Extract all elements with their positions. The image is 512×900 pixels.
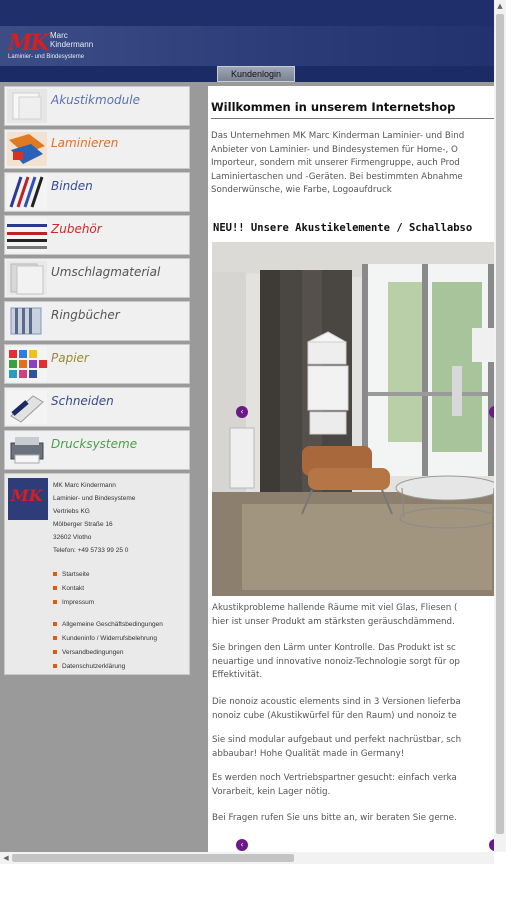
sidebar-item-drucksysteme[interactable]: [4, 430, 190, 470]
cutter-icon: [7, 390, 47, 424]
link-impressum[interactable]: Impressum: [53, 596, 94, 610]
laminating-icon: [7, 132, 47, 166]
paragraph-modular: [212, 734, 512, 761]
logo-subtitle: Laminier- und Bindesysteme: [8, 54, 85, 60]
paragraph-line: Die nonoiz acoustic elements sind in 3 Versionen lieferba: [212, 697, 461, 707]
link-versandbedingungen[interactable]: Versandbedingungen: [53, 646, 163, 660]
accessories-icon: [7, 218, 47, 252]
logo-name-line1: Marc: [50, 31, 68, 40]
sidebar-item-laminieren[interactable]: [4, 129, 190, 169]
intro-line: Anbieter von Laminier- und Bindesystemen für Home-, O: [211, 144, 458, 155]
footer-links-legal: [53, 618, 163, 674]
address-company: MK Marc Kindermann: [53, 482, 116, 489]
news-heading: NEU!! Unsere Akustikelemente / Schallabso: [213, 222, 473, 234]
company-address: [53, 479, 135, 557]
paragraph-line: abbaubar! Hohe Qualität made in Germany!: [212, 748, 405, 759]
paragraph-partners: [212, 772, 512, 799]
address-line2: Laminier- und Bindesysteme: [53, 495, 136, 502]
sidebar: [4, 86, 190, 675]
intro-line: Importeur, sondern mit unserer Firmengruppe, auch Prod: [211, 158, 460, 168]
paragraph-line: Sie sind modular aufgebaut und perfekt nachrüstbar, sch: [212, 735, 462, 745]
cover-material-icon: [7, 261, 47, 295]
horizontal-scrollbar[interactable]: [0, 852, 494, 864]
intro-line: Sonderwünsche, wie Farbe, Logoaufdruck: [211, 185, 392, 195]
footer-links-primary: [53, 568, 94, 610]
sidebar-item-label: Binden: [51, 179, 93, 193]
sidebar-item-umschlagmaterial[interactable]: [4, 258, 190, 298]
address-city: 32602 Vlotho: [53, 534, 92, 541]
intro-text: [211, 130, 511, 198]
acoustic-panel-icon: [7, 89, 47, 123]
link-datenschutz[interactable]: Datenschutzerklärung: [53, 660, 163, 674]
paper-icon: [7, 347, 47, 381]
vertical-scrollbar[interactable]: [494, 0, 506, 852]
paragraph-line: neuartige und innovative nonoiz-Technologie sorgt für op: [212, 656, 460, 667]
main-content: [208, 86, 494, 852]
sidebar-item-label: Akustikmodule: [51, 93, 140, 107]
logo-name-line2: Kindermann: [50, 40, 94, 49]
link-startseite[interactable]: Startseite: [53, 568, 94, 582]
link-agb[interactable]: Allgemeine Geschäftsbedingungen: [53, 618, 163, 632]
paragraph-line: nonoiz cube (Akustikwürfel für den Raum) und nonoiz te: [212, 710, 457, 721]
paragraph-contact: [212, 812, 512, 826]
scroll-up-arrow-icon[interactable]: ▲: [497, 2, 503, 10]
site-header: [0, 26, 494, 66]
sidebar-item-papier[interactable]: [4, 344, 190, 384]
sidebar-item-binden[interactable]: [4, 172, 190, 212]
slider-prev-button[interactable]: ‹: [236, 406, 248, 418]
welcome-heading: Willkommen in unserem Internetshop: [211, 100, 456, 114]
scroll-left-arrow-icon[interactable]: ◀: [3, 854, 9, 862]
contact-box: [4, 473, 190, 675]
sidebar-item-label: Papier: [51, 351, 89, 365]
sidebar-item-label: Umschlagmaterial: [51, 265, 161, 279]
customer-login-tab[interactable]: Kundenlogin: [217, 66, 295, 82]
intro-line: Das Unternehmen MK Marc Kinderman Laminier- und Bind: [211, 131, 465, 141]
logo-mark: MK: [8, 30, 48, 56]
address-phone: Telefon: +49 5733 99 25 0: [53, 547, 129, 554]
sidebar-item-label: Schneiden: [51, 394, 114, 408]
sidebar-item-label: Ringbücher: [51, 308, 120, 322]
sidebar-item-label: Drucksysteme: [51, 437, 138, 451]
paragraph-line: Vorarbeit, kein Lager nötig.: [212, 786, 331, 797]
address-street: Mölberger Straße 16: [53, 521, 113, 528]
sidebar-item-label: Zubehör: [51, 222, 102, 236]
paragraph-line: Es werden noch Vertriebspartner gesucht: einfach verka: [212, 773, 457, 783]
vertical-scroll-thumb[interactable]: [496, 14, 504, 834]
paragraph-line: Effektivität.: [212, 670, 263, 680]
paragraph-problem: [212, 602, 512, 629]
address-line3: Vertriebs KG: [53, 508, 90, 515]
slider-prev-button-lower[interactable]: ‹: [236, 839, 248, 851]
company-logo-small: [8, 478, 48, 520]
logo-name: [50, 31, 93, 49]
paragraph-control: [212, 642, 512, 683]
binding-combs-icon: [7, 175, 47, 209]
sidebar-item-label: Laminieren: [51, 136, 119, 150]
sidebar-item-akustikmodule[interactable]: [4, 86, 190, 126]
heading-divider: [211, 118, 501, 119]
paragraph-line: Akustikprobleme hallende Räume mit viel Glas, Fliesen (: [212, 603, 458, 613]
horizontal-scroll-thumb[interactable]: [12, 854, 294, 862]
printer-icon: [7, 433, 47, 467]
sidebar-item-schneiden[interactable]: [4, 387, 190, 427]
sidebar-item-ringbuecher[interactable]: [4, 301, 190, 341]
company-logo[interactable]: [6, 30, 110, 62]
sidebar-item-zubehoer[interactable]: [4, 215, 190, 255]
paragraph-versions: [212, 696, 512, 723]
link-kundeninfo[interactable]: Kundeninfo / Widerrufsbelehrung: [53, 632, 163, 646]
paragraph-line: Sie bringen den Lärm unter Kontrolle. Das Produkt ist sc: [212, 643, 456, 653]
paragraph-line: hier ist unser Produkt am stärksten geräuschdämmend.: [212, 616, 455, 627]
intro-line: Laminiertaschen und -Geräten. Bei bestimmten Abnahme: [211, 171, 463, 182]
top-strip: [0, 0, 494, 26]
logo-mark: MK: [11, 486, 43, 505]
link-kontakt[interactable]: Kontakt: [53, 582, 94, 596]
ring-binder-icon: [7, 304, 47, 338]
hero-image-acoustic-room: [212, 242, 502, 596]
paragraph-line: Bei Fragen rufen Sie uns bitte an, wir beraten Sie gerne.: [212, 813, 457, 823]
